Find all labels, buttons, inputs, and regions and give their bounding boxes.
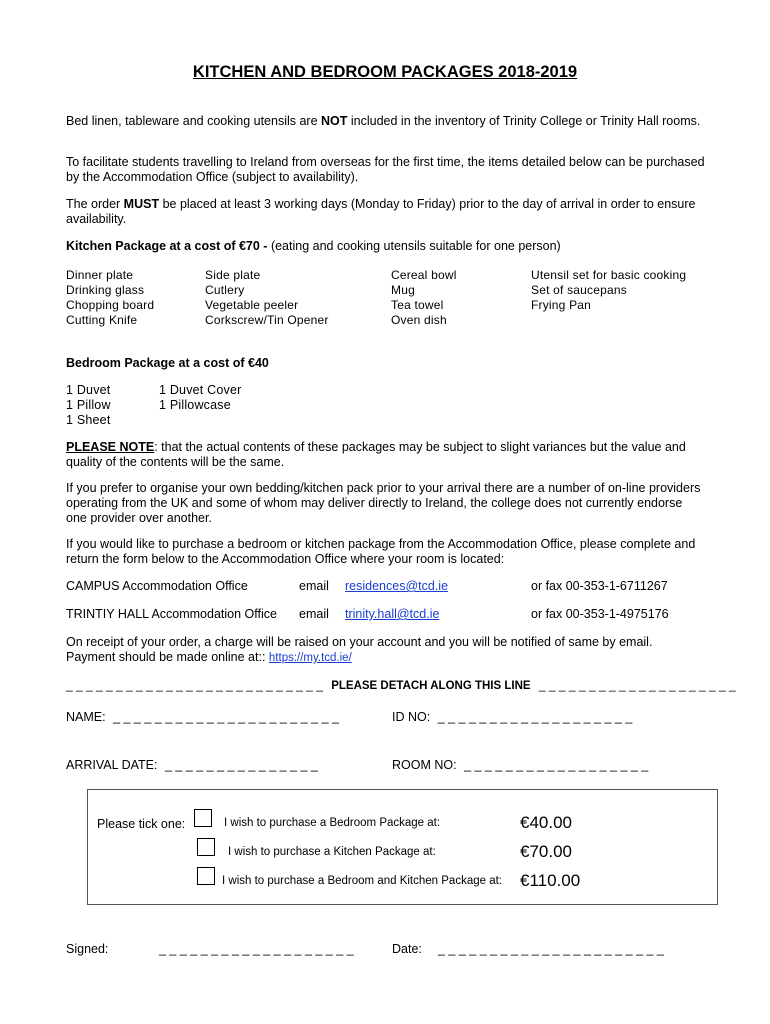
list-item: Cereal bowl: [391, 268, 457, 282]
bedroom-package-checkbox[interactable]: [194, 809, 212, 827]
intro-paragraph-2: To facilitate students travelling to Ireland from overseas for the first time, the items detailed below can be purchased by the Accommodation Office (subject to availability).: [66, 155, 705, 184]
id-field[interactable]: [392, 710, 632, 724]
arrival-date-input-line[interactable]: _ _ _ _ _ _ _ _ _ _ _ _ _ _ _: [164, 758, 318, 772]
room-no-field[interactable]: [392, 758, 648, 772]
detach-line: [66, 678, 736, 692]
id-input-line[interactable]: _ _ _ _ _ _ _ _ _ _ _ _ _ _ _ _ _ _ _: [437, 710, 633, 724]
intro-paragraph-3: [66, 197, 706, 227]
trinity-hall-email-link[interactable]: trinity.hall@tcd.ie: [345, 607, 440, 621]
bedroom-package-price: €40.00: [520, 813, 572, 832]
list-item: Oven dish: [391, 313, 447, 327]
page-title: KITCHEN AND BEDROOM PACKAGES 2018-2019: [192, 63, 578, 81]
intro-text: Bed linen, tableware and cooking utensils are: [66, 114, 322, 128]
please-note-paragraph: [66, 440, 706, 470]
arrival-date-label: ARRIVAL DATE:: [66, 758, 158, 772]
payment-url-link[interactable]: https://my.tcd.ie/: [268, 652, 352, 664]
payment-line-2: [66, 650, 706, 666]
order-emphasis: MUST: [123, 197, 160, 211]
online-providers-paragraph: If you prefer to organise your own bedding/kitchen pack prior to your arrival there are a number of on-line providers operating from the UK and some of whom may deliver directly to Ireland, the college does not currently endorse one provider over another.: [66, 481, 701, 525]
list-item: Cutting Knife: [66, 313, 138, 327]
list-item: 1 Pillowcase: [159, 398, 231, 412]
room-no-label: ROOM NO:: [392, 758, 457, 772]
kitchen-package-option-label: I wish to purchase a Kitchen Package at:: [228, 846, 436, 858]
list-item: Set of saucepans: [531, 283, 627, 297]
bedroom-package-option-label: I wish to purchase a Bedroom Package at:: [224, 817, 441, 829]
detach-dashes-left: _ _ _ _ _ _ _ _ _ _ _ _ _ _ _ _ _ _ _ _ _ _ _ _ _ _: [66, 678, 323, 692]
list-item: Vegetable peeler: [205, 298, 299, 312]
kitchen-package-heading: [66, 239, 561, 253]
date-input-line[interactable]: _ _ _ _ _ _ _ _ _ _ _ _ _ _ _ _ _ _ _ _ _ _: [438, 942, 664, 956]
please-note-label: PLEASE NOTE: [66, 440, 155, 454]
payment-text: Payment should be made online at::: [66, 650, 269, 664]
list-item: Dinner plate: [66, 268, 134, 282]
kitchen-heading-bold: Kitchen Package at a cost of €70 -: [66, 239, 268, 253]
signature-input-line[interactable]: _ _ _ _ _ _ _ _ _ _ _ _ _ _ _ _ _ _ _: [159, 942, 354, 956]
date-label: Date:: [392, 942, 422, 956]
id-label: ID NO:: [392, 710, 431, 724]
arrival-date-field[interactable]: [66, 758, 318, 772]
trinity-hall-office-name: TRINTIY HALL Accommodation Office: [66, 607, 277, 621]
detach-dashes-right: _ _ _ _ _ _ _ _ _ _ _ _ _ _ _ _ _ _ _ _: [538, 678, 736, 692]
bedroom-kitchen-package-price: €110.00: [520, 871, 581, 890]
list-item: Frying Pan: [531, 298, 592, 312]
kitchen-items-column-1: [66, 268, 154, 328]
list-item: 1 Duvet: [66, 383, 111, 397]
trinity-hall-email-label: email: [299, 607, 329, 621]
intro-emphasis: NOT: [321, 114, 348, 128]
name-label: NAME:: [66, 710, 106, 724]
list-item: 1 Duvet Cover: [159, 383, 242, 397]
list-item: Chopping board: [66, 298, 155, 312]
kitchen-items-column-4: [531, 268, 686, 313]
bedroom-kitchen-package-checkbox[interactable]: [197, 867, 215, 885]
detach-label: PLEASE DETACH ALONG THIS LINE: [331, 680, 531, 692]
intro-paragraph-1: [66, 114, 706, 129]
bedroom-items-column-1: [66, 383, 111, 428]
campus-email-label: email: [299, 579, 329, 593]
payment-line-1: On receipt of your order, a charge will be raised on your account and you will be notified of same by email.: [66, 635, 653, 649]
order-text: The order: [66, 197, 124, 211]
campus-fax: or fax 00-353-1-6711267: [531, 579, 668, 593]
kitchen-heading-note: (eating and cooking utensils suitable for one person): [267, 239, 561, 253]
campus-office-name: CAMPUS Accommodation Office: [66, 579, 248, 593]
list-item: Drinking glass: [66, 283, 145, 297]
list-item: Utensil set for basic cooking: [531, 268, 687, 282]
please-note-text: : that the actual contents of these packages may be subject to slight variances but the value and quality of the contents will be the same.: [66, 440, 686, 469]
name-input-line[interactable]: _ _ _ _ _ _ _ _ _ _ _ _ _ _ _ _ _ _ _ _ _ _: [113, 710, 339, 724]
tick-instruction: Please tick one:: [97, 817, 186, 831]
bedroom-kitchen-package-option-label: I wish to purchase a Bedroom and Kitchen Package at:: [222, 875, 502, 887]
kitchen-items-column-2: [205, 268, 329, 328]
bedroom-items-column-2: [159, 383, 242, 413]
payment-paragraph: [66, 635, 706, 666]
purchase-instructions-paragraph: If you would like to purchase a bedroom or kitchen package from the Accommodation Office, please complete and return the form below to the Accommodation Office where your room is located:: [66, 537, 696, 566]
list-item: 1 Pillow: [66, 398, 111, 412]
signed-label: Signed:: [66, 942, 109, 956]
list-item: 1 Sheet: [66, 413, 111, 427]
intro-text: included in the inventory of Trinity College or Trinity Hall rooms.: [347, 114, 701, 128]
list-item: Side plate: [205, 268, 261, 282]
list-item: Mug: [391, 283, 415, 297]
bedroom-package-heading: Bedroom Package at a cost of €40: [66, 356, 269, 370]
kitchen-package-price: €70.00: [520, 842, 572, 861]
list-item: Cutlery: [205, 283, 245, 297]
trinity-hall-fax: or fax 00-353-1-4975176: [531, 607, 669, 621]
kitchen-items-column-3: [391, 268, 457, 328]
room-no-input-line[interactable]: _ _ _ _ _ _ _ _ _ _ _ _ _ _ _ _ _ _: [464, 758, 649, 772]
campus-email-link[interactable]: residences@tcd.ie: [345, 579, 449, 593]
list-item: Corkscrew/Tin Opener: [205, 313, 329, 327]
kitchen-package-checkbox[interactable]: [197, 838, 215, 856]
order-text: be placed at least 3 working days (Monday to Friday) prior to the day of arrival in order to ensure availability.: [66, 197, 696, 226]
list-item: Tea towel: [391, 298, 444, 312]
name-field[interactable]: [66, 710, 339, 724]
